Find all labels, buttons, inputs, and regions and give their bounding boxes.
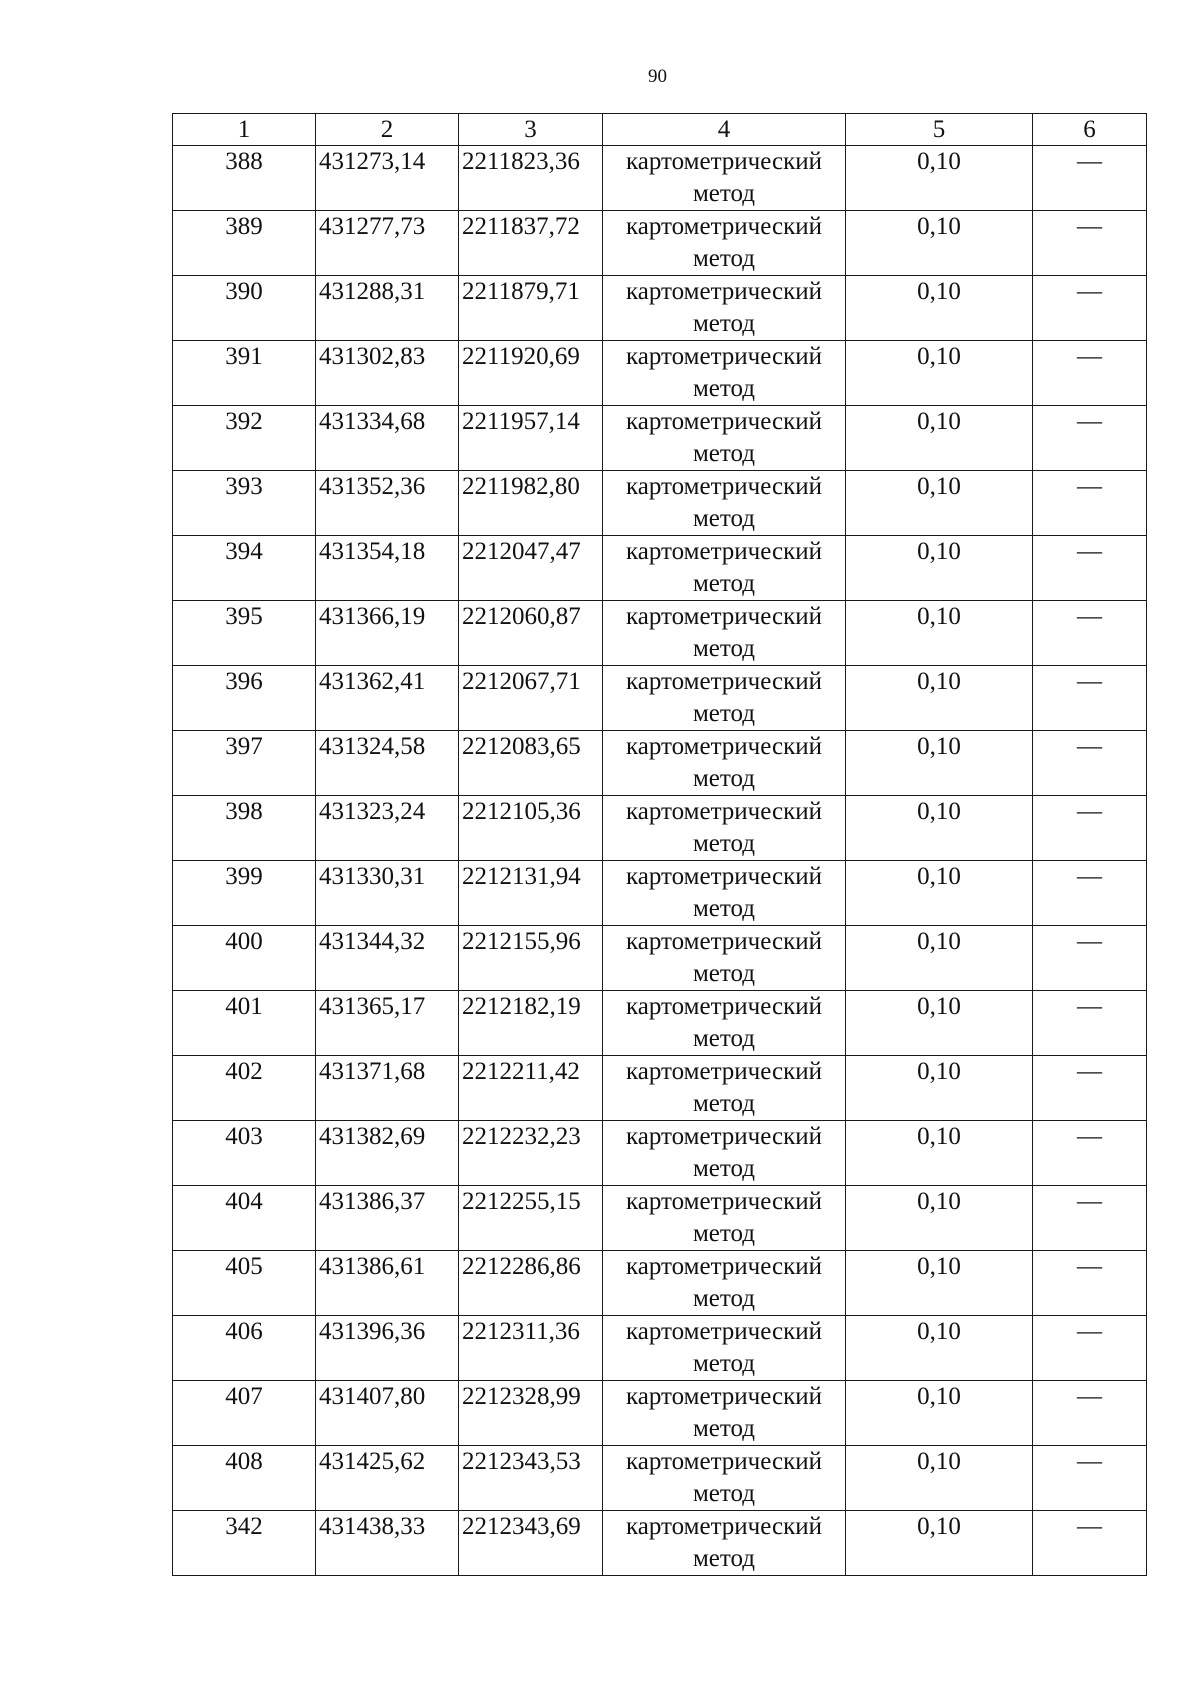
- accuracy-cell: 0,10: [846, 536, 1033, 601]
- table-row: [173, 926, 1147, 991]
- table-row: [173, 796, 1147, 861]
- y-coordinate-cell: 2211957,14: [459, 406, 603, 471]
- accuracy-cell: 0,10: [846, 341, 1033, 406]
- coordinates-table: [172, 113, 1147, 1576]
- table-body: [173, 146, 1147, 1576]
- method-cell: картометрический метод: [603, 731, 846, 796]
- point-number-cell: 403: [173, 1121, 316, 1186]
- point-number-cell: 401: [173, 991, 316, 1056]
- table-row: [173, 1186, 1147, 1251]
- y-coordinate-cell: 2212328,99: [459, 1381, 603, 1446]
- accuracy-cell: 0,10: [846, 276, 1033, 341]
- x-coordinate-cell: 431366,19: [316, 601, 459, 666]
- note-cell: —: [1033, 1316, 1147, 1381]
- note-cell: —: [1033, 1056, 1147, 1121]
- point-number-cell: 388: [173, 146, 316, 211]
- method-cell: картометрический метод: [603, 1121, 846, 1186]
- method-cell: картометрический метод: [603, 601, 846, 666]
- method-cell: картометрический метод: [603, 471, 846, 536]
- y-coordinate-cell: 2212083,65: [459, 731, 603, 796]
- method-cell: картометрический метод: [603, 211, 846, 276]
- method-cell: картометрический метод: [603, 1381, 846, 1446]
- note-cell: —: [1033, 1511, 1147, 1576]
- x-coordinate-cell: 431365,17: [316, 991, 459, 1056]
- accuracy-cell: 0,10: [846, 1186, 1033, 1251]
- x-coordinate-cell: 431273,14: [316, 146, 459, 211]
- y-coordinate-cell: 2212060,87: [459, 601, 603, 666]
- accuracy-cell: 0,10: [846, 991, 1033, 1056]
- accuracy-cell: 0,10: [846, 601, 1033, 666]
- method-cell: картометрический метод: [603, 1446, 846, 1511]
- table-row: [173, 406, 1147, 471]
- y-coordinate-cell: 2212131,94: [459, 861, 603, 926]
- note-cell: —: [1033, 471, 1147, 536]
- method-cell: картометрический метод: [603, 796, 846, 861]
- table-row: [173, 471, 1147, 536]
- accuracy-cell: 0,10: [846, 1381, 1033, 1446]
- x-coordinate-cell: 431396,36: [316, 1316, 459, 1381]
- note-cell: —: [1033, 146, 1147, 211]
- point-number-cell: 390: [173, 276, 316, 341]
- y-coordinate-cell: 2211823,36: [459, 146, 603, 211]
- x-coordinate-cell: 431407,80: [316, 1381, 459, 1446]
- header-cell-5: 5: [846, 114, 1033, 146]
- note-cell: —: [1033, 536, 1147, 601]
- accuracy-cell: 0,10: [846, 1511, 1033, 1576]
- method-cell: картометрический метод: [603, 536, 846, 601]
- method-cell: картометрический метод: [603, 406, 846, 471]
- header-cell-4: 4: [603, 114, 846, 146]
- note-cell: —: [1033, 1446, 1147, 1511]
- y-coordinate-cell: 2212232,23: [459, 1121, 603, 1186]
- point-number-cell: 391: [173, 341, 316, 406]
- method-cell: картометрический метод: [603, 1251, 846, 1316]
- point-number-cell: 400: [173, 926, 316, 991]
- method-cell: картометрический метод: [603, 666, 846, 731]
- method-cell: картометрический метод: [603, 146, 846, 211]
- note-cell: —: [1033, 341, 1147, 406]
- table-row: [173, 1056, 1147, 1121]
- y-coordinate-cell: 2212343,69: [459, 1511, 603, 1576]
- x-coordinate-cell: 431288,31: [316, 276, 459, 341]
- point-number-cell: 393: [173, 471, 316, 536]
- header-cell-2: 2: [316, 114, 459, 146]
- point-number-cell: 404: [173, 1186, 316, 1251]
- note-cell: —: [1033, 666, 1147, 731]
- y-coordinate-cell: 2211982,80: [459, 471, 603, 536]
- table-row: [173, 341, 1147, 406]
- accuracy-cell: 0,10: [846, 666, 1033, 731]
- header-cell-1: 1: [173, 114, 316, 146]
- accuracy-cell: 0,10: [846, 731, 1033, 796]
- note-cell: —: [1033, 1121, 1147, 1186]
- method-cell: картометрический метод: [603, 341, 846, 406]
- point-number-cell: 402: [173, 1056, 316, 1121]
- table-row: [173, 1316, 1147, 1381]
- note-cell: —: [1033, 991, 1147, 1056]
- accuracy-cell: 0,10: [846, 1446, 1033, 1511]
- note-cell: —: [1033, 1251, 1147, 1316]
- accuracy-cell: 0,10: [846, 1121, 1033, 1186]
- note-cell: —: [1033, 1381, 1147, 1446]
- y-coordinate-cell: 2211879,71: [459, 276, 603, 341]
- y-coordinate-cell: 2212067,71: [459, 666, 603, 731]
- y-coordinate-cell: 2212182,19: [459, 991, 603, 1056]
- y-coordinate-cell: 2211920,69: [459, 341, 603, 406]
- table-header: [173, 114, 1147, 146]
- header-row: [173, 114, 1147, 146]
- method-cell: картометрический метод: [603, 926, 846, 991]
- y-coordinate-cell: 2212105,36: [459, 796, 603, 861]
- point-number-cell: 405: [173, 1251, 316, 1316]
- x-coordinate-cell: 431344,32: [316, 926, 459, 991]
- y-coordinate-cell: 2211837,72: [459, 211, 603, 276]
- point-number-cell: 399: [173, 861, 316, 926]
- point-number-cell: 398: [173, 796, 316, 861]
- method-cell: картометрический метод: [603, 1056, 846, 1121]
- note-cell: —: [1033, 861, 1147, 926]
- point-number-cell: 407: [173, 1381, 316, 1446]
- point-number-cell: 397: [173, 731, 316, 796]
- note-cell: —: [1033, 796, 1147, 861]
- table-row: [173, 991, 1147, 1056]
- y-coordinate-cell: 2212343,53: [459, 1446, 603, 1511]
- accuracy-cell: 0,10: [846, 471, 1033, 536]
- method-cell: картометрический метод: [603, 991, 846, 1056]
- note-cell: —: [1033, 601, 1147, 666]
- table-row: [173, 146, 1147, 211]
- point-number-cell: 396: [173, 666, 316, 731]
- table-row: [173, 536, 1147, 601]
- method-cell: картометрический метод: [603, 1511, 846, 1576]
- table-row: [173, 276, 1147, 341]
- method-cell: картометрический метод: [603, 861, 846, 926]
- accuracy-cell: 0,10: [846, 146, 1033, 211]
- point-number-cell: 394: [173, 536, 316, 601]
- x-coordinate-cell: 431334,68: [316, 406, 459, 471]
- point-number-cell: 389: [173, 211, 316, 276]
- point-number-cell: 395: [173, 601, 316, 666]
- note-cell: —: [1033, 926, 1147, 991]
- x-coordinate-cell: 431330,31: [316, 861, 459, 926]
- table-row: [173, 1251, 1147, 1316]
- accuracy-cell: 0,10: [846, 1056, 1033, 1121]
- table-row: [173, 1381, 1147, 1446]
- x-coordinate-cell: 431302,83: [316, 341, 459, 406]
- x-coordinate-cell: 431324,58: [316, 731, 459, 796]
- x-coordinate-cell: 431354,18: [316, 536, 459, 601]
- x-coordinate-cell: 431386,61: [316, 1251, 459, 1316]
- accuracy-cell: 0,10: [846, 861, 1033, 926]
- table-row: [173, 1446, 1147, 1511]
- y-coordinate-cell: 2212311,36: [459, 1316, 603, 1381]
- point-number-cell: 408: [173, 1446, 316, 1511]
- accuracy-cell: 0,10: [846, 211, 1033, 276]
- header-cell-6: 6: [1033, 114, 1147, 146]
- x-coordinate-cell: 431277,73: [316, 211, 459, 276]
- note-cell: —: [1033, 731, 1147, 796]
- method-cell: картометрический метод: [603, 1316, 846, 1381]
- y-coordinate-cell: 2212255,15: [459, 1186, 603, 1251]
- table-row: [173, 861, 1147, 926]
- x-coordinate-cell: 431352,36: [316, 471, 459, 536]
- note-cell: —: [1033, 1186, 1147, 1251]
- accuracy-cell: 0,10: [846, 1316, 1033, 1381]
- x-coordinate-cell: 431438,33: [316, 1511, 459, 1576]
- y-coordinate-cell: 2212047,47: [459, 536, 603, 601]
- method-cell: картометрический метод: [603, 1186, 846, 1251]
- method-cell: картометрический метод: [603, 276, 846, 341]
- x-coordinate-cell: 431382,69: [316, 1121, 459, 1186]
- y-coordinate-cell: 2212155,96: [459, 926, 603, 991]
- table-row: [173, 601, 1147, 666]
- y-coordinate-cell: 2212211,42: [459, 1056, 603, 1121]
- page-number: 90: [648, 66, 667, 87]
- table-row: [173, 1121, 1147, 1186]
- x-coordinate-cell: 431386,37: [316, 1186, 459, 1251]
- table-row: [173, 1511, 1147, 1576]
- x-coordinate-cell: 431362,41: [316, 666, 459, 731]
- note-cell: —: [1033, 276, 1147, 341]
- x-coordinate-cell: 431323,24: [316, 796, 459, 861]
- note-cell: —: [1033, 211, 1147, 276]
- accuracy-cell: 0,10: [846, 1251, 1033, 1316]
- point-number-cell: 406: [173, 1316, 316, 1381]
- header-cell-3: 3: [459, 114, 603, 146]
- accuracy-cell: 0,10: [846, 926, 1033, 991]
- x-coordinate-cell: 431371,68: [316, 1056, 459, 1121]
- table-row: [173, 211, 1147, 276]
- note-cell: —: [1033, 406, 1147, 471]
- accuracy-cell: 0,10: [846, 796, 1033, 861]
- accuracy-cell: 0,10: [846, 406, 1033, 471]
- x-coordinate-cell: 431425,62: [316, 1446, 459, 1511]
- point-number-cell: 392: [173, 406, 316, 471]
- table-row: [173, 666, 1147, 731]
- y-coordinate-cell: 2212286,86: [459, 1251, 603, 1316]
- table-row: [173, 731, 1147, 796]
- point-number-cell: 342: [173, 1511, 316, 1576]
